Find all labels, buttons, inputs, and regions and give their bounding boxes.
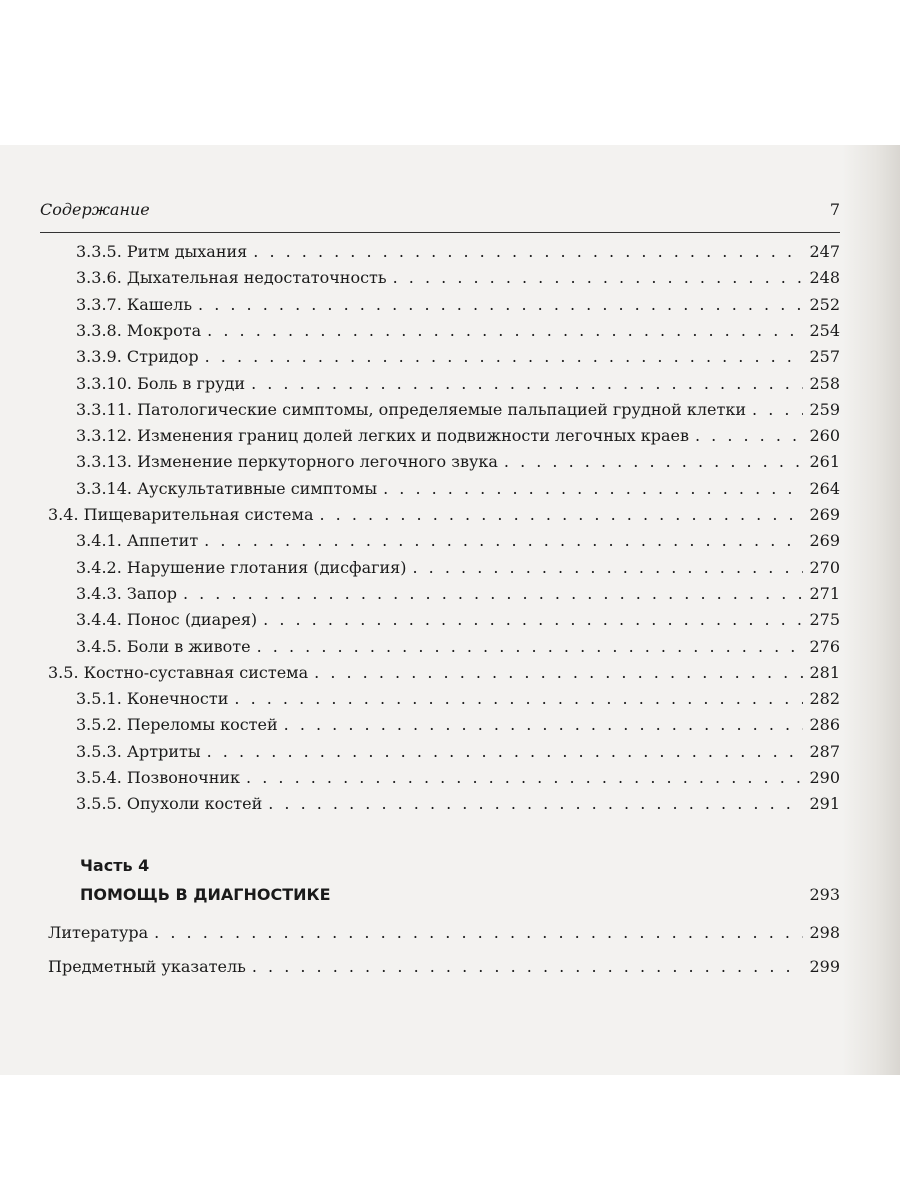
header-rule: [40, 232, 840, 233]
part-label: Часть 4: [80, 856, 150, 875]
page-edge-shadow: [842, 145, 900, 1075]
toc-entry: [48, 505, 840, 529]
toc-entry: [76, 295, 840, 319]
toc-entry-page: 260: [809, 426, 840, 446]
toc-entry-page: 261: [809, 452, 840, 472]
toc-entry-label: 3.3.8. Мокрота: [76, 320, 202, 340]
dot-leader: [154, 923, 803, 942]
dot-leader: [393, 268, 804, 287]
toc-entry-label: 3.3.6. Дыхательная недостаточность: [76, 268, 387, 288]
toc-entry-label: 3.3.10. Боль в груди: [76, 373, 246, 393]
toc-entry: [76, 242, 840, 266]
toc-entry-label: 3.5.1. Конечности: [76, 689, 229, 709]
toc-entry: [76, 321, 840, 345]
toc-entry-page: 290: [809, 768, 840, 787]
toc-entry-label: 3.3.5. Ритм дыхания: [76, 242, 248, 261]
toc-entry-label: 3.3.11. Патологические симптомы, определяемые пальпацией грудной клетки: [76, 399, 747, 419]
toc-entry-page: 275: [809, 610, 840, 630]
dot-leader: [695, 426, 803, 445]
toc-entry: [76, 742, 840, 766]
header-page-number: 7: [829, 200, 840, 219]
toc-entry-label: 3.3.9. Стридор: [76, 347, 199, 367]
toc-entry-label: 3.4.1. Аппетит: [76, 531, 199, 551]
dot-leader: [268, 794, 803, 813]
toc-entry-label: 3.5.4. Позвоночник: [76, 768, 241, 787]
toc-entry: [76, 794, 840, 818]
dot-leader: [752, 400, 803, 419]
dot-leader: [320, 505, 804, 524]
toc-entry-label: 3.4.5. Боли в животе: [76, 636, 251, 656]
dot-leader: [253, 242, 803, 261]
toc-entry-page: 248: [809, 268, 840, 288]
part-title-row: [80, 885, 840, 904]
toc-entry-page: 281: [809, 662, 840, 682]
dot-leader: [504, 452, 804, 471]
toc-entry-label: 3.5. Костно-суставная система: [48, 662, 309, 682]
toc-entry: [76, 531, 840, 555]
toc-entry-page: 291: [809, 794, 840, 814]
toc-entry-label: 3.4.4. Понос (диарея): [76, 610, 258, 630]
dot-leader: [234, 689, 803, 708]
toc-entry: [76, 584, 840, 608]
dot-leader: [252, 957, 804, 976]
toc-entry-page: 254: [809, 320, 840, 340]
toc-entry-page: 257: [809, 347, 840, 367]
dot-leader: [205, 347, 804, 366]
toc-entry: [76, 715, 840, 739]
toc-entry-label: Предметный указатель: [48, 957, 246, 976]
toc-entry-page: 282: [809, 689, 840, 709]
dot-leader: [383, 479, 803, 498]
toc-entry-page: 270: [809, 557, 840, 577]
part-title-page: 293: [809, 885, 840, 904]
toc-entry-page: 298: [809, 923, 840, 942]
running-header: [40, 200, 840, 226]
toc-entry-page: 259: [809, 399, 840, 419]
dot-leader: [207, 742, 804, 761]
dot-leader: [207, 321, 803, 340]
toc-entry: [76, 768, 840, 792]
toc-entry-page: 252: [809, 294, 840, 314]
back-matter-entry: [48, 923, 840, 947]
toc-entry-label: 3.3.14. Аускультативные симптомы: [76, 478, 378, 498]
toc-entry: [48, 663, 840, 687]
toc-entry-page: 287: [809, 741, 840, 761]
toc-entry-page: 276: [809, 636, 840, 656]
toc-entry-label: Литература: [48, 923, 149, 942]
toc-entry-label: 3.5.3. Артриты: [76, 741, 201, 761]
dot-leader: [284, 715, 804, 734]
toc-entry: [76, 452, 840, 476]
toc-entry: [76, 400, 840, 424]
toc-entry: [76, 268, 840, 292]
toc-entry-page: 286: [809, 715, 840, 735]
dot-leader: [314, 663, 803, 682]
toc-entry: [76, 689, 840, 713]
dot-leader: [413, 558, 804, 577]
toc-entry-page: 269: [809, 505, 840, 524]
dot-leader: [204, 531, 803, 550]
dot-leader: [251, 374, 803, 393]
toc-entry: [76, 558, 840, 582]
dot-leader: [257, 637, 804, 656]
toc-entry-label: 3.4.2. Нарушение глотания (дисфагия): [76, 557, 407, 577]
toc-entry: [76, 479, 840, 503]
toc-entry-label: 3.4. Пищеварительная система: [48, 505, 314, 524]
dot-leader: [183, 584, 804, 603]
toc-entry-page: 264: [809, 478, 840, 498]
back-matter-entry: [48, 957, 840, 981]
toc-entry: [76, 610, 840, 634]
dot-leader: [198, 295, 803, 314]
toc-entry-page: 247: [809, 242, 840, 261]
toc-entry-page: 269: [809, 531, 840, 551]
toc-entry-page: 258: [809, 373, 840, 393]
toc-entry-label: 3.3.12. Изменения границ долей легких и подвижности легочных краев: [76, 426, 689, 446]
toc-entry-label: 3.5.2. Переломы костей: [76, 715, 278, 735]
header-title: Содержание: [40, 200, 150, 219]
toc-entry-page: 299: [809, 957, 840, 976]
dot-leader: [246, 768, 803, 787]
toc-entry-label: 3.4.3. Запор: [76, 583, 177, 603]
part-title: ПОМОЩЬ В ДИАГНОСТИКЕ: [80, 885, 331, 904]
dot-leader: [263, 610, 803, 629]
toc-entry: [76, 347, 840, 371]
toc-entry: [76, 637, 840, 661]
toc-entry: [76, 426, 840, 450]
toc-entry-label: 3.3.13. Изменение перкуторного легочного звука: [76, 452, 498, 472]
toc-entry-label: 3.5.5. Опухоли костей: [76, 794, 263, 814]
toc-entry-label: 3.3.7. Кашель: [76, 294, 193, 314]
toc-entry: [76, 374, 840, 398]
toc-entry-page: 271: [809, 583, 840, 603]
